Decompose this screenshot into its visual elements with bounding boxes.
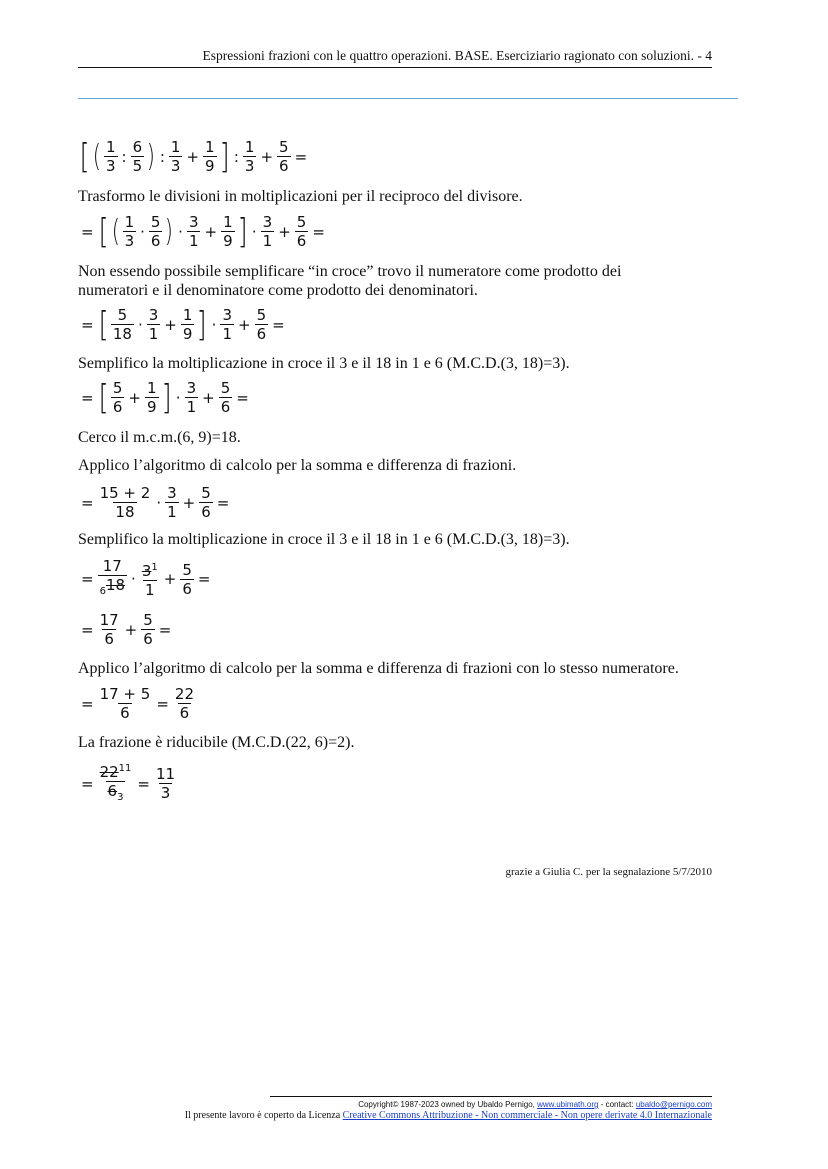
expression-start: [ ( $\frac{1}{3}$ : $\frac{6}{5}$ ) : $\frac{1}{3}$ + $\frac{1}{9}$ ] : $\frac{1}{3}$ + $\frac{5}{6}$ =	[79, 136, 308, 177]
expression-step: = [ $\frac{5}{6}$ + $\frac{1}{9}$ ] · $\frac{3}{1}$ + $\frac{5}{6}$ =	[81, 377, 249, 418]
expression-step: = $\frac{17}{6}$ + $\frac{5}{6}$ =	[81, 611, 172, 648]
separator-line	[78, 98, 738, 99]
credit-note: grazie a Giulia C. per la segnalazione 5/7/2010	[505, 866, 712, 878]
step-text: Trasformo le divisioni in moltiplicazioni per il reciproco del divisore.	[78, 188, 523, 205]
site-link[interactable]: www.ubimath.org	[537, 1100, 599, 1109]
expression-step: = $\frac{15 + 2}{18}$ · $\frac{3}{1}$ + $\frac{5}{6}$ =	[81, 484, 230, 521]
footer-license: Il presente lavoro è coperto da Licenza Creative Commons Attribuzione - Non commerciale - Non opere derivate 4.0 Internazionale	[184, 1110, 712, 1121]
expression-step: = $\frac{17}{_618}$ · $\frac{3^1}{1}$ + $\frac{5}{6}$ =	[81, 557, 211, 599]
expression-step: = [ ( $\frac{1}{3}$ · $\frac{5}{6}$ ) · $\frac{3}{1}$ + $\frac{1}{9}$ ] · $\frac{3}{1}$ + $\frac{5}{6}$ =	[81, 211, 325, 252]
expression-result: = $\frac{22^{11}}{6_3}$ = $\frac{11}{3}$	[78, 760, 178, 807]
step-text: Semplifico la moltiplicazione in croce il 3 e il 18 in 1 e 6 (M.C.D.(3, 18)=3).	[78, 355, 570, 372]
step-text: La frazione è riducibile (M.C.D.(22, 6)=2).	[78, 734, 355, 751]
step-text: Semplifico la moltiplicazione in croce il 3 e il 18 in 1 e 6 (M.C.D.(3, 18)=3).	[78, 531, 570, 548]
footer-separator	[270, 1096, 712, 1097]
step-text: Cerco il m.c.m.(6, 9)=18.	[78, 429, 241, 446]
step-text: Applico l’algoritmo di calcolo per la somma e differenza di frazioni.	[78, 457, 517, 474]
expression-step: = [ $\frac{5}{18}$ · $\frac{3}{1}$ + $\frac{1}{9}$ ] · $\frac{3}{1}$ + $\frac{5}{6}$ =	[81, 304, 285, 345]
email-link[interactable]: ubaldo@pernigo.com	[635, 1100, 712, 1109]
step-text: Applico l’algoritmo di calcolo per la somma e differenza di frazioni con lo stesso numeratore.	[78, 660, 679, 677]
page-header: Espressioni frazioni con le quattro operazioni. BASE. Eserciziario ragionato con soluzioni. - 4	[78, 48, 712, 68]
step-text: Non essendo possibile semplificare “in croce” trovo il numeratore come prodotto dei	[78, 263, 622, 280]
license-link[interactable]: Creative Commons Attribuzione - Non commerciale - Non opere derivate 4.0 Internazionale	[342, 1110, 712, 1121]
expression-step: = $\frac{17 + 5}{6}$ = $\frac{22}{6}$	[81, 685, 194, 722]
footer-copyright: Copyright© 1987-2023 owned by Ubaldo Pernigo, www.ubimath.org - contact: ubaldo@pernigo.com	[358, 1100, 712, 1109]
step-text: numeratori e il denominatore come prodotto dei denominatori.	[78, 282, 478, 299]
